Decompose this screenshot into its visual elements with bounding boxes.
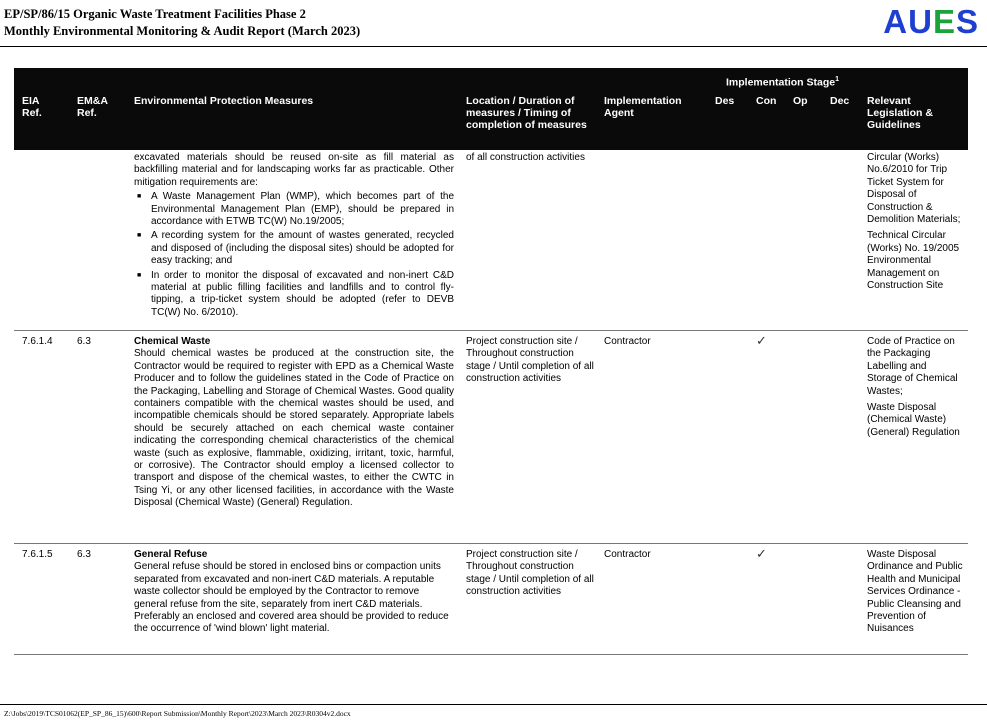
document-subtitle: Monthly Environmental Monitoring & Audit Report (March 2023)	[4, 24, 361, 38]
legislation-cell: Waste Disposal Ordinance and Public Health and Municipal Services Ordinance - Public Cleansing and Prevention of Nuisances	[867, 549, 963, 635]
measure-body: Should chemical wastes be produced at the construction site, the Contractor would be required to register with EPD as a Chemical Waste Producer and to follow the guidelines stated in the Code of Practice on the Packaging, Labelling and Storage of Chemical Wastes. Good quality containers compatible with the chemical wastes should be used, and incompatible chemicals should be stored separately. Appropriate labels should be securely attached on each chemical waste container indicating the corresponding chemical characteristics of the chemical waste (such as explosive, flammable, oxidizing, irritant, toxic, harmful, or corrosive). The Contractor should employ a licensed collector to transport and dispose of the chemical wastes, to either the CWTC in Tsing Yi, or any other licensed facilities, in accordance with the Waste Disposal (Chemical Waste) (General) Regulation.	[134, 348, 454, 509]
measure-title: Chemical Waste	[134, 336, 211, 347]
col-dec: Dec	[830, 95, 850, 107]
measure-title: General Refuse	[134, 549, 208, 560]
col-des: Des	[715, 95, 735, 107]
header-divider	[0, 46, 987, 47]
implementation-schedule-table	[14, 68, 968, 655]
legislation-cell	[867, 336, 963, 443]
measure-body: General refuse should be stored in enclosed bins or compaction units separated from excavated and non-inert C&D materials. A reputable waste collector should be employed by the Contractor to remove general refuse from the site, separately from inert C&D materials. Preferably an enclosed and covered area should be provided to reduce the occurrence of 'wind blown' light material.	[134, 561, 449, 635]
location-cell: Project construction site / Throughout construction stage / Until completion of all construction activities	[466, 549, 594, 598]
document-title: EP/SP/86/15 Organic Waste Treatment Facilities Phase 2	[4, 7, 306, 21]
col-location: Location / Duration of measures / Timing of completion of measures	[466, 95, 587, 131]
legislation-item: Code of Practice on the Packaging Labelling and Storage of Chemical Wastes;	[867, 336, 958, 397]
eia-ref: 7.6.1.5	[22, 549, 53, 560]
col-con: Con	[756, 95, 777, 107]
con-check-icon: ✓	[756, 546, 767, 561]
col-measures: Environmental Protection Measures	[134, 95, 314, 107]
col-op: Op	[793, 95, 808, 107]
agent-cell: Contractor	[604, 336, 651, 347]
agent-cell: Contractor	[604, 549, 651, 560]
location-cell: Project construction site / Throughout construction stage / Until completion of all construction activities	[466, 336, 594, 385]
legislation-cell	[867, 152, 963, 296]
measures-cell	[134, 549, 454, 636]
col-legislation: Relevant Legislation & Guidelines	[867, 95, 933, 131]
list-item: ■ A recording system for the amount of wastes generated, recycled and disposed of (including the disposal sites) should be adopted for easy tracking; and	[134, 230, 454, 267]
col-eia-ref: EIA Ref.	[22, 95, 42, 119]
legislation-item: Circular (Works) No.6/2010 for Trip Ticket System for Disposal of Construction & Demolition Materials;	[867, 152, 961, 226]
footer-divider	[0, 704, 987, 705]
location-cell: of all construction activities	[466, 152, 585, 163]
table-row	[14, 331, 968, 544]
col-ema-ref: EM&A Ref.	[77, 95, 108, 119]
document-header	[4, 6, 360, 40]
measures-intro: excavated materials should be reused on-site as fill material as backfilling material and for landscaping works far as practicable. Other mitigation requirements are:	[134, 152, 454, 188]
table-row	[14, 150, 968, 331]
aues-logo: AUES	[883, 3, 979, 40]
list-item: ■ In order to monitor the disposal of excavated and non-inert C&D material at public filling facilities and landfills and to control fly-tipping, a trip-ticket system should be adopted (refer to DEVB TC(W) No. 6/2010).	[134, 270, 454, 320]
legislation-item: Technical Circular (Works) No. 19/2005 Environmental Management on Construction Site	[867, 230, 960, 292]
con-check-icon: ✓	[756, 333, 767, 348]
legislation-item: Waste Disposal (Chemical Waste) (General) Regulation	[867, 402, 960, 438]
measures-cell	[134, 152, 454, 319]
impl-stage-heading: Implementation Stage$^1$	[726, 76, 840, 89]
list-item: ■ A Waste Management Plan (WMP), which becomes part of the Environmental Management Plan (EMP), should be prepared in accordance with ETWB TC(W) No.19/2005;	[134, 191, 454, 228]
measures-cell	[134, 336, 454, 510]
col-agent: Implementation Agent	[604, 95, 682, 119]
eia-ref: 7.6.1.4	[22, 336, 53, 347]
table-row	[14, 544, 968, 655]
ema-ref: 6.3	[77, 336, 91, 347]
mitigation-list	[134, 191, 454, 319]
table-header	[14, 68, 968, 150]
file-path-footer: Z:\Jobs\2019\TCS01062(EP_SP_86_15)\600\Report Submission\Monthly Report\2023\March 2023\R0304v2.docx	[4, 709, 351, 718]
ema-ref: 6.3	[77, 549, 91, 560]
